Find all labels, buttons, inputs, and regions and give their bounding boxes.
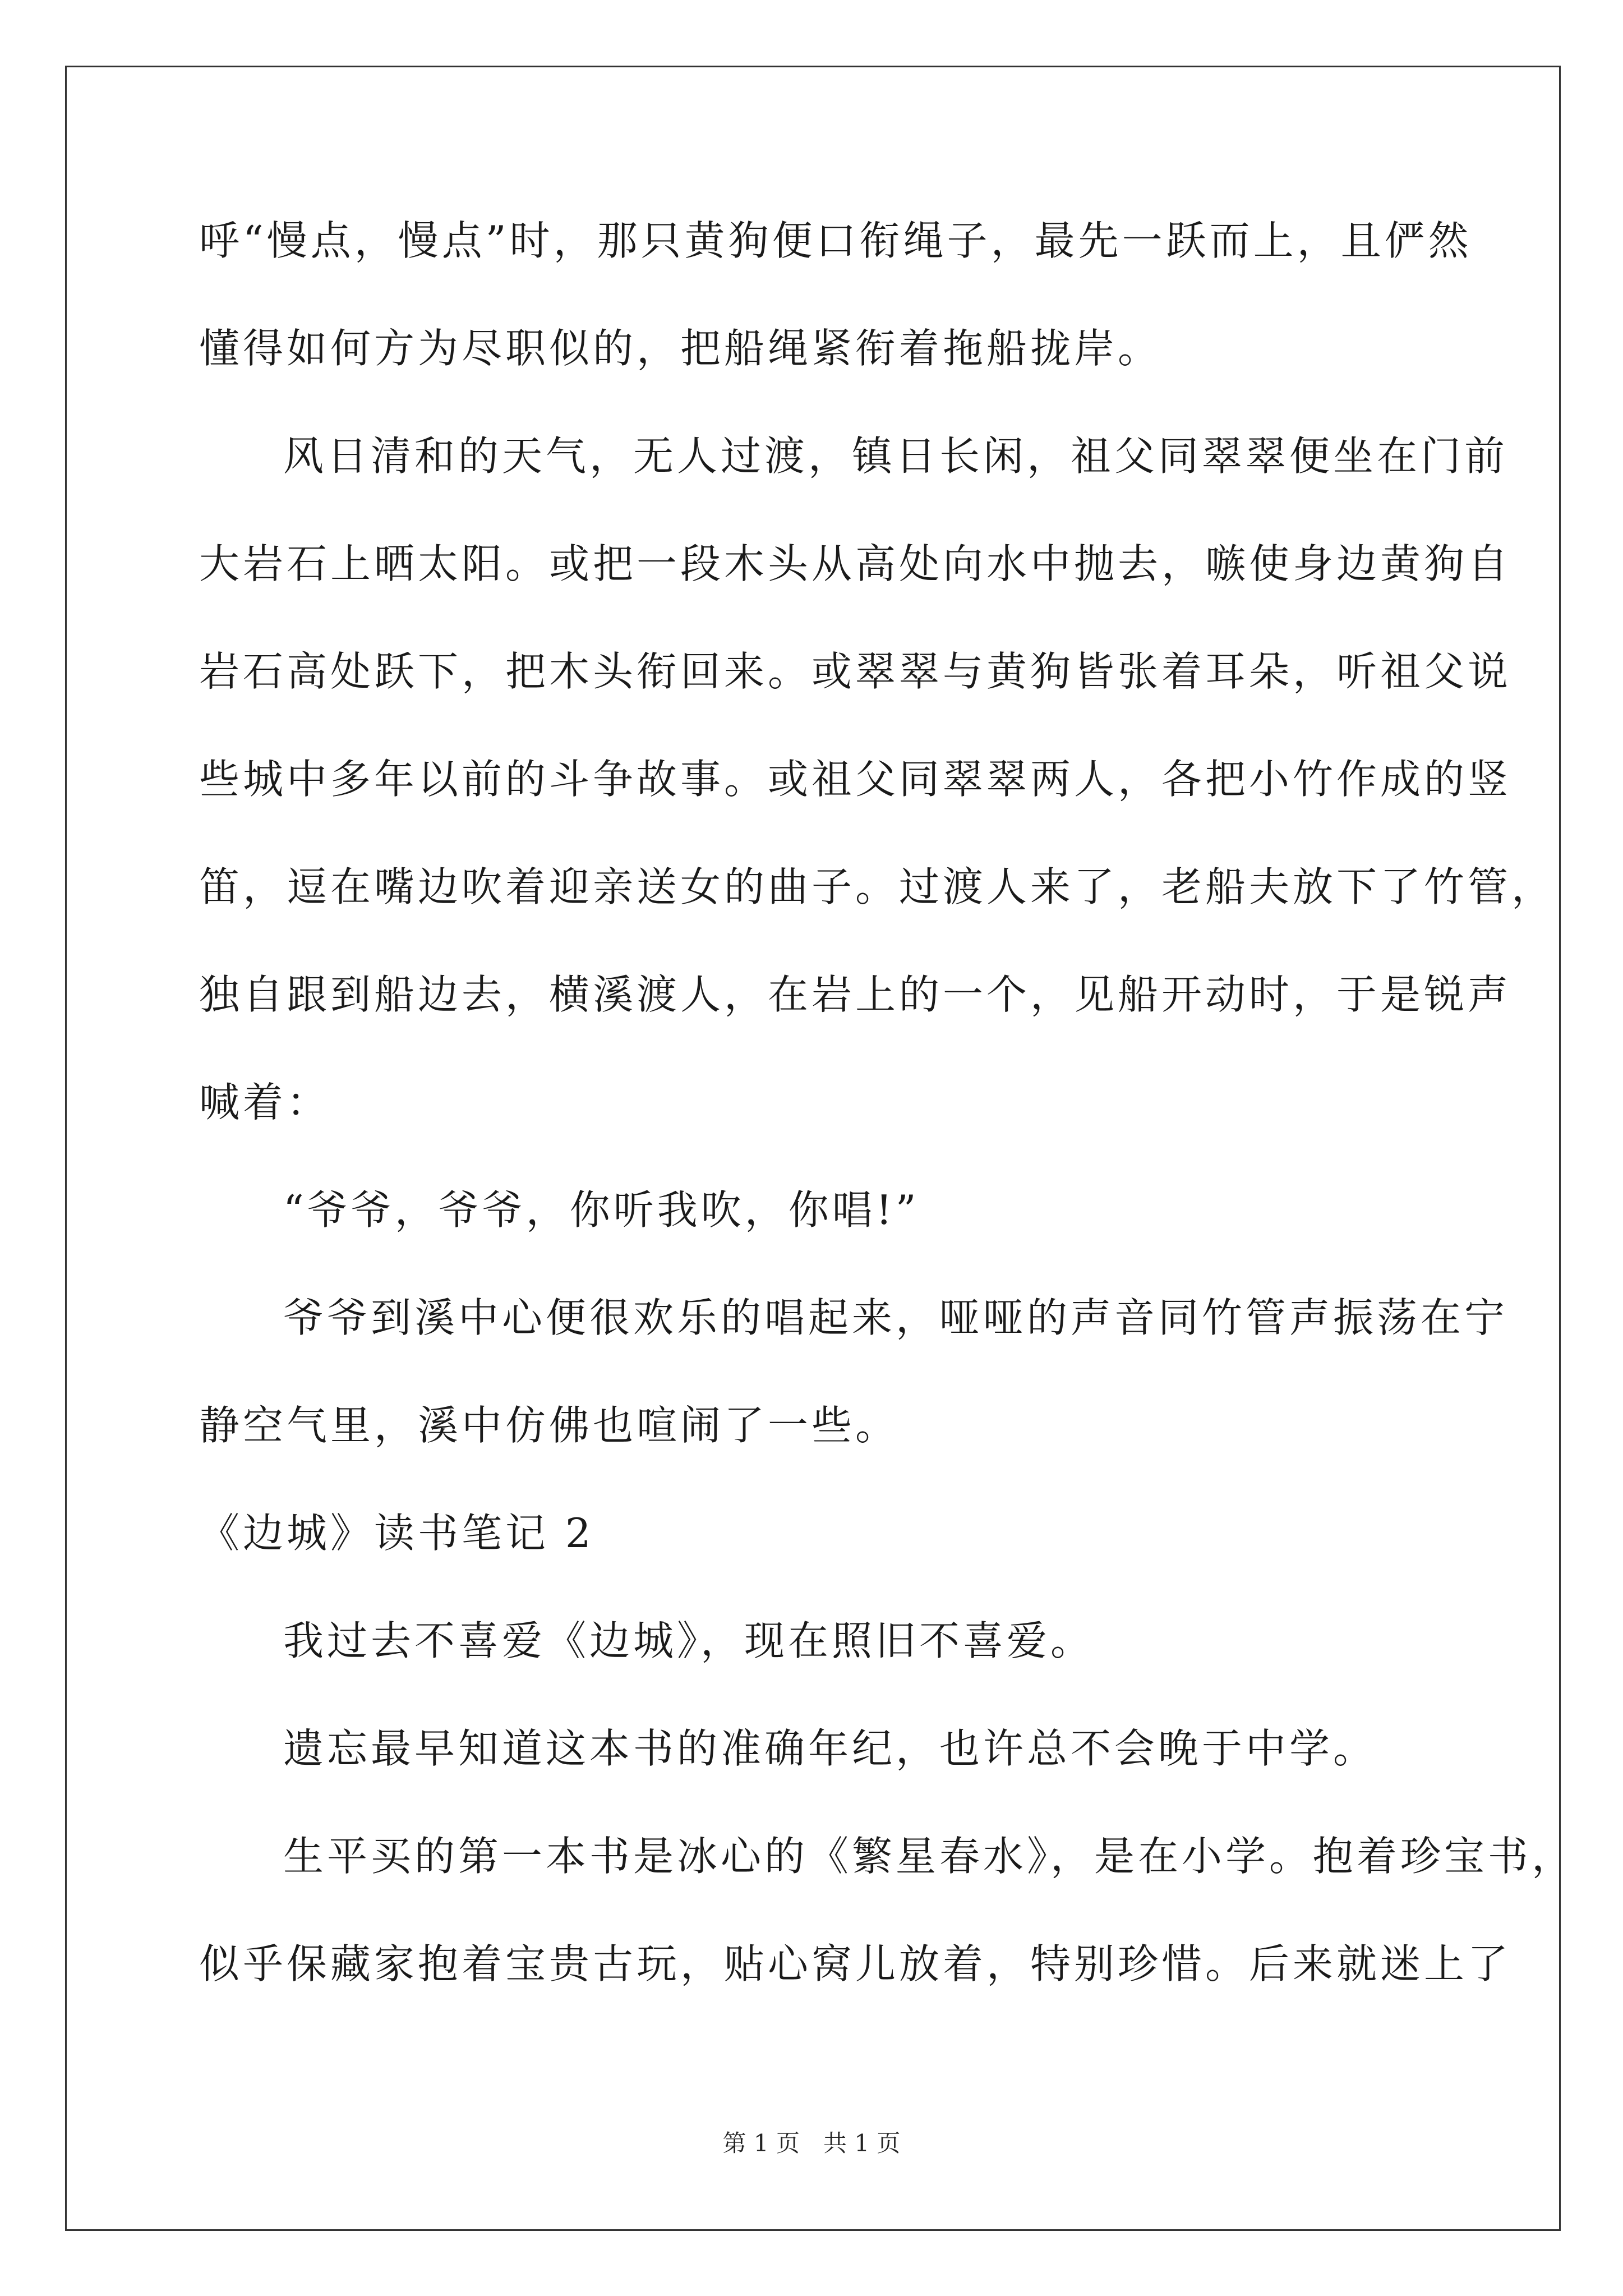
paragraph-first-line: 生平买的第一本书是冰心的《繁星春水》，是在小学。抱着珍宝书， [283,1833,1576,1880]
text-line: 岩石高处跃下，把木头衔回来。或翠翠与黄狗皆张着耳朵，听祖父说 [199,648,1512,695]
text-line: 似乎保藏家抱着宝贵古玩，贴心窝儿放着，特别珍惜。后来就迷上了 [199,1940,1512,1987]
page-number-footer: 第 1 页 共 1 页 [722,2129,901,2157]
paragraph-first-line: 爷爷到溪中心便很欢乐的唱起来，哑哑的声音同竹管声振荡在宁 [283,1294,1509,1341]
text-line: 笛，逗在嘴边吹着迎亲送女的曲子。过渡人来了，老船夫放下了竹管， [199,863,1556,910]
paragraph-first-line: 我过去不喜爱《边城》，现在照旧不喜爱。 [283,1617,1095,1664]
paragraph-first-line: 风日清和的天气，无人过渡，镇日长闲，祖父同翠翠便坐在门前 [283,432,1509,480]
text-line: 呼“慢点，慢点”时，那只黄狗便口衔绳子，最先一跃而上，且俨然 [199,217,1472,264]
paragraph-first-line: 遗忘最早知道这本书的准确年纪，也许总不会晚于中学。 [283,1725,1377,1772]
document-body [199,217,1576,1987]
section-heading: 《边城》读书笔记 2 [199,1510,594,1557]
text-line: 大岩石上晒太阳。或把一段木头从高处向水中抛去，嗾使身边黄狗自 [199,540,1512,587]
text-line: 懂得如何方为尽职似的，把船绳紧衔着拖船拢岸。 [199,325,1162,372]
text-line: 独自跟到船边去，横溪渡人，在岩上的一个，见船开动时，于是锐声 [199,971,1512,1018]
text-line: 静空气里，溪中仿佛也喧闹了一些。 [199,1402,900,1449]
text-line: 些城中多年以前的斗争故事。或祖父同翠翠两人，各把小竹作成的竖 [199,756,1512,803]
quote-line: “爷爷，爷爷，你听我吹，你唱!” [283,1186,920,1234]
text-line: 喊着： [199,1079,331,1126]
